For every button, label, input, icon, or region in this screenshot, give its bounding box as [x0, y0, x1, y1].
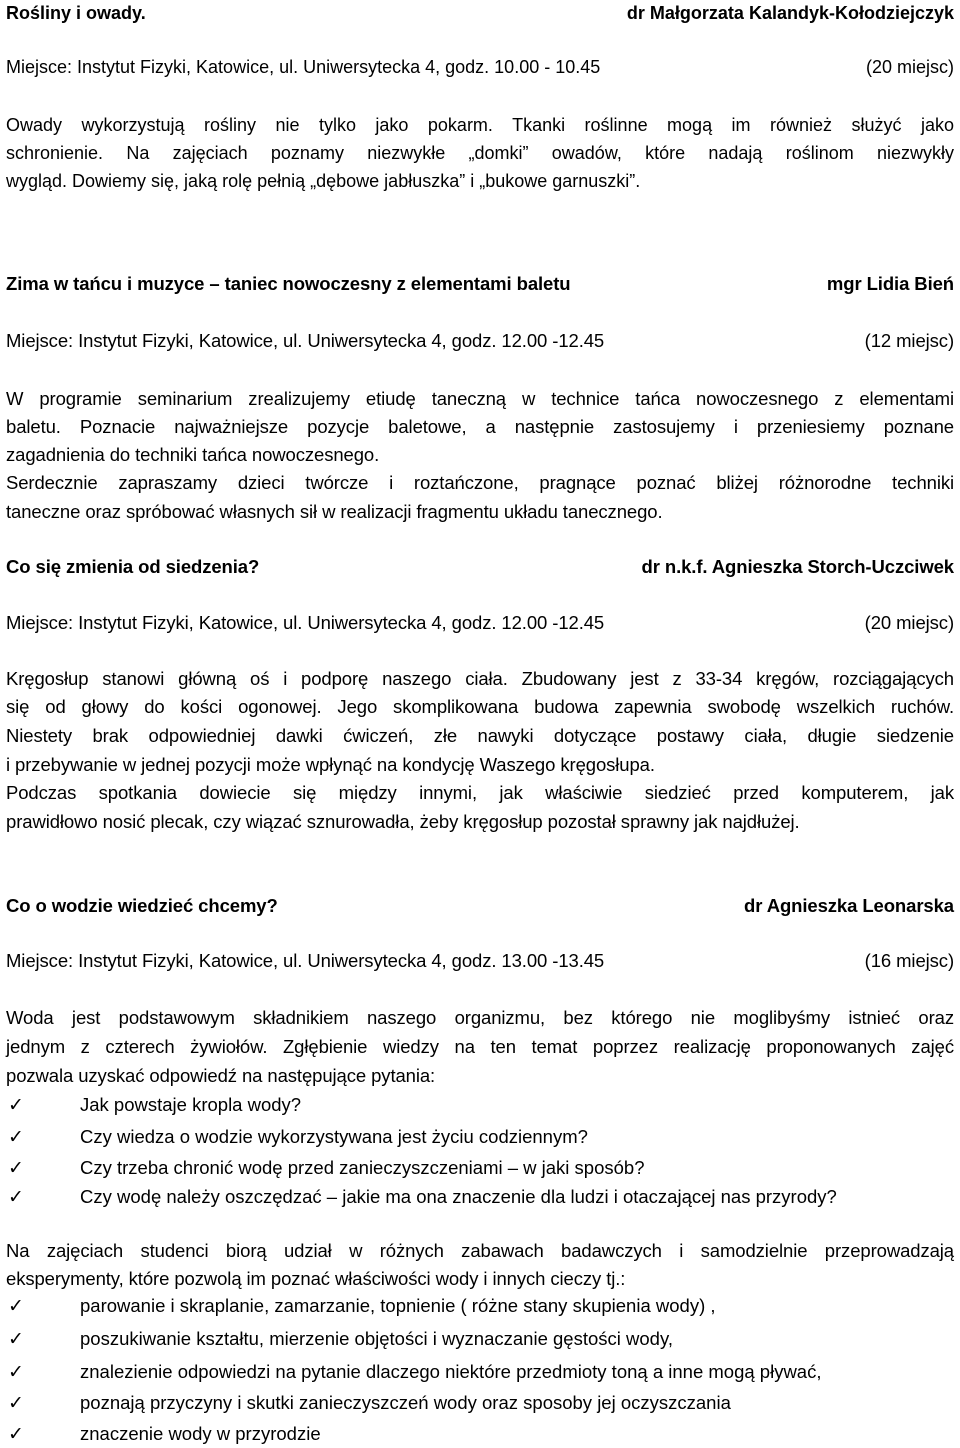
question-item: Czy trzeba chronić wodę przed zanieczyszczeniami – w jaki sposób? — [80, 1157, 645, 1178]
section3-desc-line: Niestety brak odpowiedniej dawki ćwiczeń, złe nawyki dotyczące postawy ciała, długie siedzenie — [6, 725, 954, 746]
section4-author: dr Agnieszka Leonarska — [744, 895, 954, 916]
section1-desc-line: Owady wykorzystują rośliny nie tylko jako pokarm. Tkanki roślinne mogą im również służyć jako — [6, 115, 954, 135]
section2-seats: (12 miejsc) — [864, 330, 954, 351]
section4-desc-line: pozwala uzyskać odpowiedź na następujące pytania: — [6, 1065, 436, 1086]
activity-item: poznają przyczyny i skutki zanieczyszczeń wody oraz sposoby jej oczyszczania — [80, 1392, 731, 1413]
section2-desc-line: zagadnienia do techniki tańca nowoczesnego. — [6, 444, 380, 465]
section2-place: Miejsce: Instytut Fizyki, Katowice, ul. Uniwersytecka 4, godz. 12.00 -12.45 — [6, 330, 605, 351]
checkmark-icon: ✓ — [8, 1423, 24, 1445]
section1-desc-line: schronienie. Na zajęciach poznamy niezwykłe „domki” owadów, które nadają roślinom niezwykły — [6, 143, 954, 163]
section3-place: Miejsce: Instytut Fizyki, Katowice, ul. Uniwersytecka 4, godz. 12.00 -12.45 — [6, 612, 605, 633]
section4-header — [6, 894, 954, 918]
section2-author: mgr Lidia Bień — [826, 273, 954, 294]
section3-title: Co się zmienia od siedzenia? — [6, 556, 260, 577]
section3-seats: (20 miejsc) — [864, 612, 954, 633]
section1-title: Rośliny i owady. — [6, 3, 146, 23]
section3-desc-line: i przebywanie w jednej pozycji może wpłynąć na kondycję Waszego kręgosłupa. — [6, 754, 655, 775]
section2-desc-line: W programie seminarium zrealizujemy etiudę taneczną w technice tańca nowoczesnego z elementami — [6, 388, 954, 409]
section2-header — [6, 272, 954, 296]
section2-place-row — [6, 329, 954, 353]
section3-header — [6, 555, 954, 579]
section4-desc-line: jednym z czterech żywiołów. Zgłębienie wiedzy na ten temat poprzez realizację proponowanych zajęć — [6, 1036, 954, 1057]
question-item: Czy wiedza o wodzie wykorzystywana jest życiu codziennym? — [80, 1126, 588, 1147]
section3-desc-line: prawidłowo nosić plecak, czy wiązać sznurowadła, żeby kręgosłup pozostał sprawny jak najdłużej. — [6, 811, 800, 832]
section3-desc-line: się od głowy do kości ogonowej. Jego skomplikowana budowa zapewnia swobodę wszelkich ruchów. — [6, 696, 954, 717]
section2-title: Zima w tańcu i muzyce – taniec nowoczesny z elementami baletu — [6, 273, 571, 294]
section4-desc2-line: eksperymenty, które pozwolą im poznać właściwości wody i innych cieczy tj.: — [6, 1268, 626, 1289]
section3-place-row — [6, 611, 954, 635]
section1-seats: (20 miejsc) — [865, 57, 954, 77]
section1-author: dr Małgorzata Kalandyk-Kołodziejczyk — [626, 3, 954, 23]
checkmark-icon: ✓ — [8, 1094, 24, 1116]
question-item: Jak powstaje kropla wody? — [80, 1094, 302, 1115]
activity-item: znaczenie wody w przyrodzie — [80, 1423, 321, 1444]
checkmark-icon: ✓ — [8, 1328, 24, 1350]
section4-title: Co o wodzie wiedzieć chcemy? — [6, 895, 278, 916]
question-item: Czy wodę należy oszczędzać – jakie ma ona znaczenie dla ludzi i otaczającej nas przyrody? — [80, 1186, 837, 1207]
section2-desc-line: taneczne oraz spróbować własnych sił w realizacji fragmentu układu tanecznego. — [6, 501, 663, 522]
section4-seats: (16 miejsc) — [864, 950, 954, 971]
activity-item: znalezienie odpowiedzi na pytanie dlaczego niektóre przedmioty toną a inne mogą pływać, — [80, 1361, 822, 1382]
section4-place: Miejsce: Instytut Fizyki, Katowice, ul. Uniwersytecka 4, godz. 13.00 -13.45 — [6, 950, 605, 971]
section4-desc2-line: Na zajęciach studenci biorą udział w różnych zabawach badawczych i samodzielnie przeprowadzają — [6, 1240, 954, 1261]
section3-desc-line: Kręgosłup stanowi główną oś i podporę naszego ciała. Zbudowany jest z 33-34 kręgów, rozciągających — [6, 668, 954, 689]
checkmark-icon: ✓ — [8, 1392, 24, 1414]
section1-header — [6, 1, 954, 25]
section3-desc-line: Podczas spotkania dowiecie się między innymi, jak właściwie siedzieć przed komputerem, jak — [6, 782, 954, 803]
section4-desc-line: Woda jest podstawowym składnikiem naszego organizmu, bez którego nie moglibyśmy istnieć oraz — [6, 1007, 954, 1028]
section2-desc-line: Serdecznie zapraszamy dzieci twórcze i roztańczone, pragnące poznać bliżej różnorodne techniki — [6, 472, 954, 493]
checkmark-icon: ✓ — [8, 1157, 24, 1179]
activity-item: parowanie i skraplanie, zamarzanie, topnienie ( różne stany skupienia wody) , — [80, 1295, 716, 1316]
section4-place-row — [6, 949, 954, 973]
section3-author: dr n.k.f. Agnieszka Storch-Uczciwek — [641, 556, 954, 577]
activity-item: poszukiwanie kształtu, mierzenie objętości i wyznaczanie gęstości wody, — [80, 1328, 673, 1349]
checkmark-icon: ✓ — [8, 1186, 24, 1208]
checkmark-icon: ✓ — [8, 1295, 24, 1317]
section1-place: Miejsce: Instytut Fizyki, Katowice, ul. Uniwersytecka 4, godz. 10.00 - 10.45 — [6, 57, 601, 77]
checkmark-icon: ✓ — [8, 1126, 24, 1148]
section1-desc-line: wygląd. Dowiemy się, jaką rolę pełnią „dębowe jabłuszka” i „bukowe garnuszki”. — [6, 171, 641, 191]
section1-place-row — [6, 55, 954, 79]
section2-desc-line: baletu. Poznacie najważniejsze pozycje baletowe, a następnie zastosujemy i przeniesiemy poznane — [6, 416, 954, 437]
checkmark-icon: ✓ — [8, 1361, 24, 1383]
